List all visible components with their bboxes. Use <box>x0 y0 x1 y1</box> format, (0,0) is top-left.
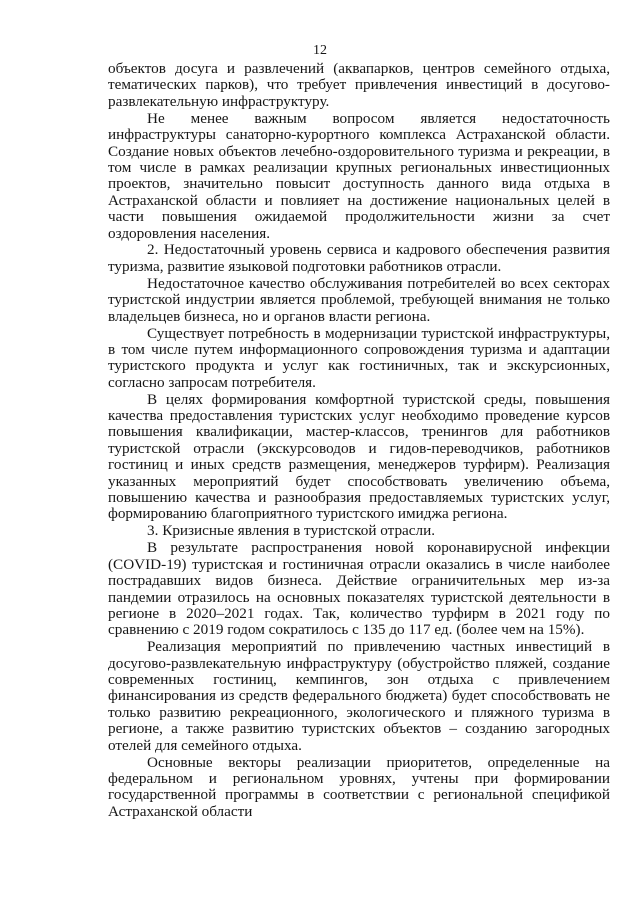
paragraph-sanatorium-infrastructure: Не менее важным вопросом является недостаточность инфраструктуры санаторно-курортного комплекса Астраханской области. Создание новых объектов лечебно-оздоровительного туризма и рекреации, в том числе в рамках реализации крупных региональных инвестиционных проектов, значительно повысит доступность данного вида отдыха в Астраханской области и повлияет на достижение национальных целей в части повышения ожидаемой продолжительности жизни за счет оздоровления населения. <box>108 109 610 242</box>
paragraph-priority-vectors: Основные векторы реализации приоритетов, определенные на федеральном и региональном уровнях, учтены при формировании государственной программы в соответствии с региональной спецификой Астраханской области <box>108 753 610 820</box>
document-body <box>108 61 610 820</box>
paragraph-comfortable-environment: В целях формирования комфортной туристской среды, повышения качества предоставления туристских услуг необходимо проведение курсов повышения квалификации, мастер-классов, тренингов для работников туристской отрасли (экскурсоводов и гидов-переводчиков, работников гостиниц и иных средств размещения, менеджеров турфирм). Реализация указанных мероприятий будет способствовать увеличению объема, повышению качества и разнообразия предоставляемых туристских услуг, формированию благоприятного туристского имиджа региона. <box>108 390 610 523</box>
paragraph-heading-crisis: 3. Кризисные явления в туристской отрасли. <box>147 522 436 540</box>
paragraph-service-quality: Недостаточное качество обслуживания потребителей во всех секторах туристской индустрии является проблемой, требующей внимания не только владельцев бизнеса, но и органов власти региона. <box>108 274 610 325</box>
paragraph-heading-service-level: 2. Недостаточный уровень сервиса и кадрового обеспечения развития туризма, развитие языковой подготовки работников отрасли. <box>108 241 610 275</box>
paragraph-private-investment: Реализация мероприятий по привлечению частных инвестиций в досугово-развлекательную инфраструктуру (обустройство пляжей, создание современных гостиниц, кемпингов, зон отдыха с привлечением финансирования из средств федерального бюджета) будет способствовать не только развитию рекреационного, экологического и пляжного туризма в регионе, а также развитию туристских объектов – созданию загородных отелей для семейного отдыха. <box>108 638 610 754</box>
paragraph-covid-impact: В результате распространения новой коронавирусной инфекции (COVID-19) туристская и гостиничная отрасли оказались в числе наиболее пострадавших видов бизнеса. Действие ограничительных мер из-за пандемии отразилось на основных показателях туристской деятельности в регионе в 2020–2021 годах. Так, количество турфирм в 2021 году по сравнению с 2019 годом сократилось с 135 до 117 ед. (более чем на 15%). <box>108 539 610 639</box>
paragraph-leisure-infrastructure: объектов досуга и развлечений (аквапарков, центров семейного отдыха, тематических парков), что требует привлечения инвестиций в досугово-развлекательную инфраструктуру. <box>108 60 610 110</box>
page-number: 12 <box>313 43 327 58</box>
paragraph-modernization-need: Существует потребность в модернизации туристской инфраструктуры, в том числе путем информационного сопровождения туризма и адаптации туристского продукта и услуг как гостиничных, так и экскурсионных, согласно запросам потребителя. <box>108 324 610 391</box>
